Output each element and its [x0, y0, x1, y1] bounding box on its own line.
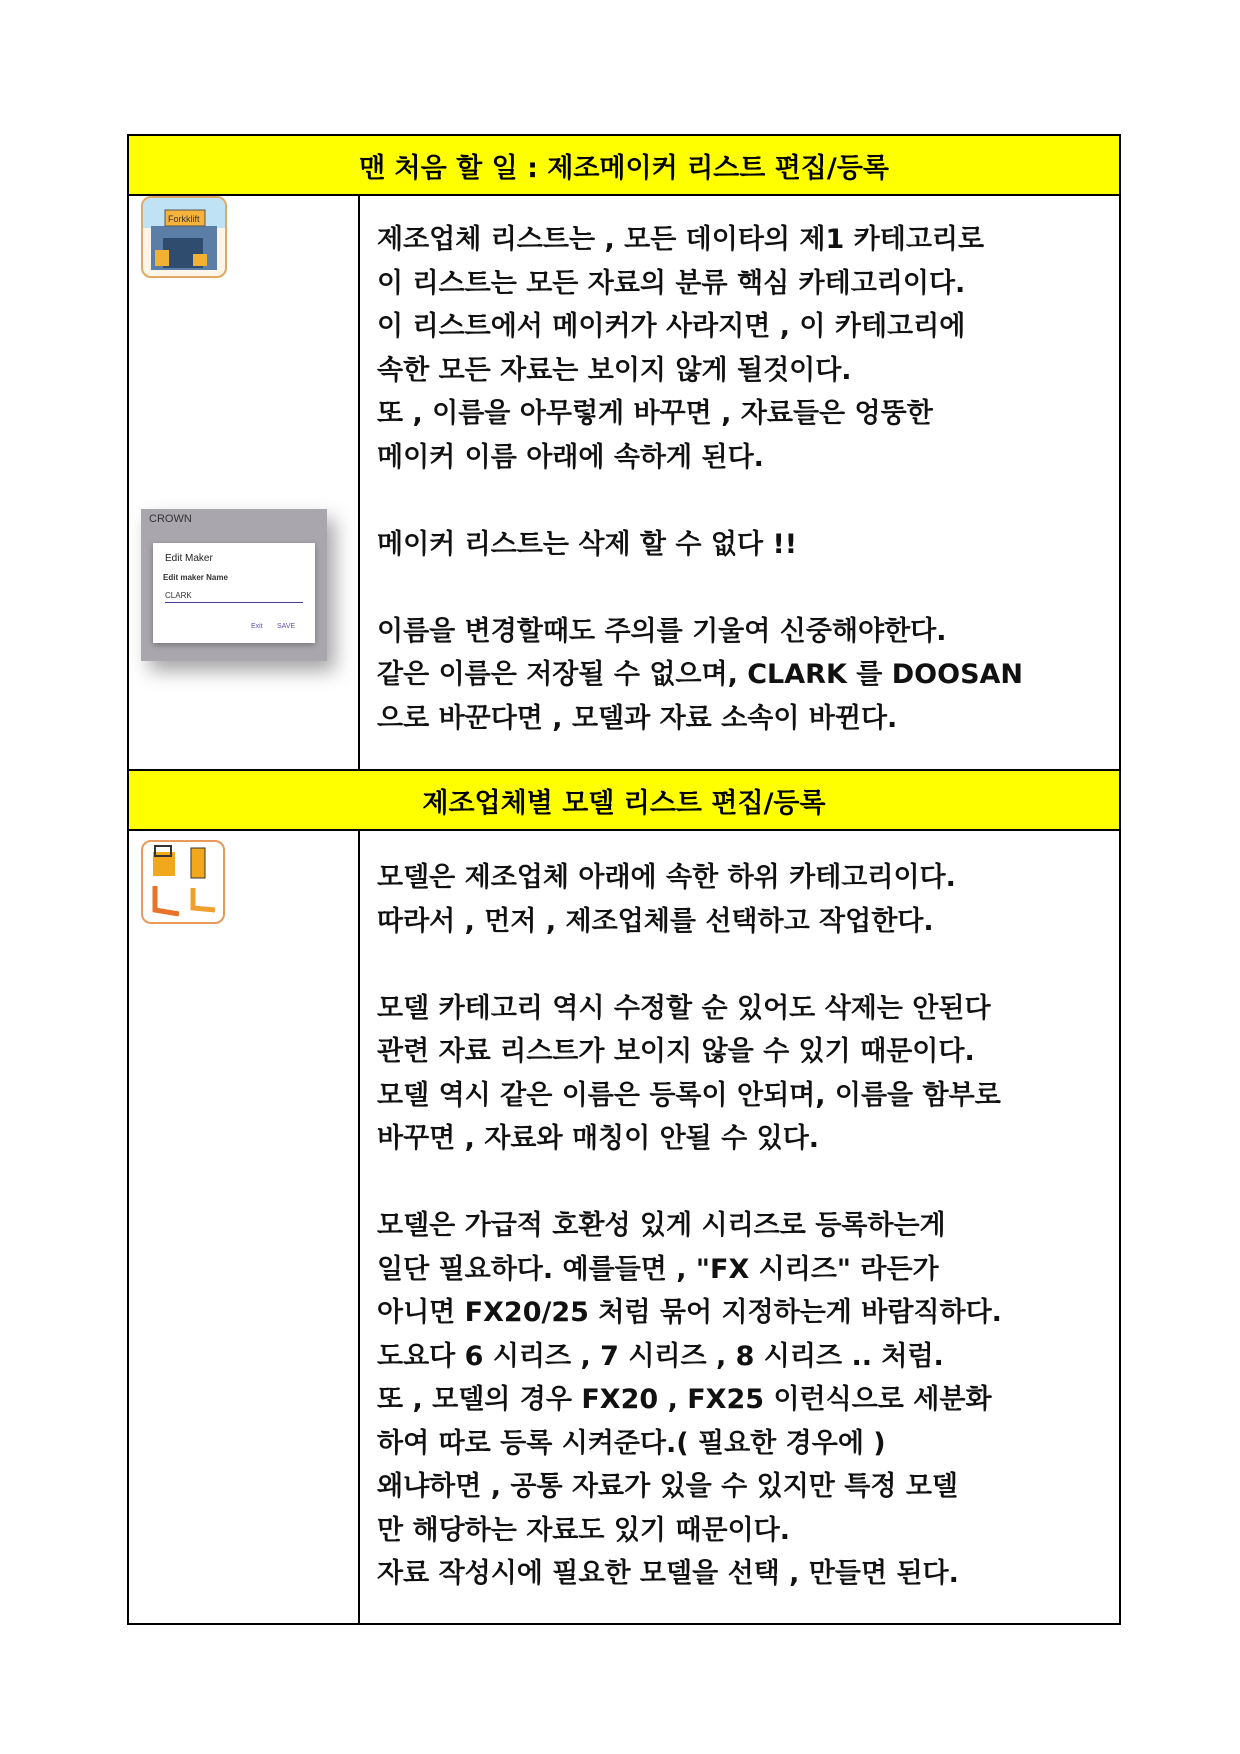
section1-header: 맨 처음 할 일 : 제조메이커 리스트 편집/등록: [129, 136, 1119, 196]
text-line: 모델 역시 같은 이름은 등록이 안되며, 이름을 함부로: [377, 1079, 1001, 1111]
text-line: 따라서 , 먼저 , 제조업체를 선택하고 작업한다.: [377, 905, 934, 937]
text-line: [377, 566, 1023, 610]
list-item-crown: CROWN: [149, 513, 192, 525]
text-line: 모델은 가급적 호환성 있게 시리즈로 등록하는게: [377, 1210, 946, 1241]
guide-table: [127, 134, 1121, 1625]
edit-maker-dialog: [153, 543, 315, 643]
edit-maker-screenshot: [141, 509, 327, 661]
text-line: 으로 바꾼다면 , 모델과 자료 소속이 바뀐다.: [377, 702, 898, 734]
section1-text: [377, 218, 1023, 740]
text-line: 속한 모든 자료는 보이지 않게 될것이다.: [377, 354, 852, 386]
text-line: 바꾸면 , 자료와 매칭이 안될 수 있다.: [377, 1123, 820, 1154]
text-line: [377, 479, 1023, 523]
text-line: 모델 카테고리 역시 수정할 순 있어도 삭제는 안된다: [377, 992, 991, 1024]
exit-button[interactable]: Exit: [251, 623, 263, 630]
forklift-models-icon: [141, 840, 225, 924]
text-line: 이름을 변경할때도 주의를 기울여 신중해야한다.: [377, 615, 947, 647]
text-line: 자료 작성시에 필요한 모델을 선택 , 만들면 된다.: [377, 1558, 959, 1589]
text-line: 일단 필요하다. 예를들면 , "FX 시리즈" 라든가: [377, 1253, 939, 1285]
dialog-title: Edit Maker: [165, 553, 213, 564]
save-button[interactable]: SAVE: [277, 623, 296, 630]
text-line: 관련 자료 리스트가 보이지 않을 수 있기 때문이다.: [377, 1036, 975, 1067]
text-line: 이 리스트는 모든 자료의 분류 핵심 카테고리이다.: [377, 267, 966, 299]
maker-name-input[interactable]: CLARK: [165, 591, 303, 603]
text-line: [377, 1161, 1002, 1205]
text-line: 왜냐하면 , 공통 자료가 있을 수 있지만 특정 모델: [377, 1471, 959, 1502]
text-line: 메이커 이름 아래에 속하게 된다.: [377, 441, 764, 473]
text-line: 도요다 6 시리즈 , 7 시리즈 , 8 시리즈 .. 처럼.: [377, 1340, 944, 1372]
icon-text: Forkklift: [168, 214, 200, 224]
text-line: 아니면 FX20/25 처럼 묶어 지정하는게 바람직하다.: [377, 1297, 1002, 1328]
text-line: 이 리스트에서 메이커가 사라지면 , 이 카테고리에: [377, 311, 966, 342]
text-line: 제조업체 리스트는 , 모든 데이타의 제1 카테고리로: [377, 224, 985, 255]
text-line: 하여 따로 등록 시켜준다.( 필요한 경우에 ): [377, 1427, 886, 1459]
column-divider: [358, 194, 360, 771]
text-line: 또 , 이름을 아무렇게 바꾸면 , 자료들은 엉뚱한: [377, 398, 933, 429]
forklift-shop-icon: [141, 196, 227, 278]
field-label: Edit maker Name: [163, 573, 228, 582]
column-divider: [358, 831, 360, 1625]
section2-text: [377, 856, 1002, 1596]
text-line: 또 , 모델의 경우 FX20 , FX25 이런식으로 세분화: [377, 1384, 992, 1415]
text-line: 만 해당하는 자료도 있기 때문이다.: [377, 1514, 791, 1546]
text-line: [377, 943, 1002, 987]
text-line: 모델은 제조업체 아래에 속한 하위 카테고리이다.: [377, 862, 956, 893]
text-line: 같은 이름은 저장될 수 없으며, CLARK 를 DOOSAN: [377, 659, 1024, 690]
text-line: 메이커 리스트는 삭제 할 수 없다 !!: [377, 528, 798, 560]
section2-header: 제조업체별 모델 리스트 편집/등록: [129, 769, 1119, 831]
